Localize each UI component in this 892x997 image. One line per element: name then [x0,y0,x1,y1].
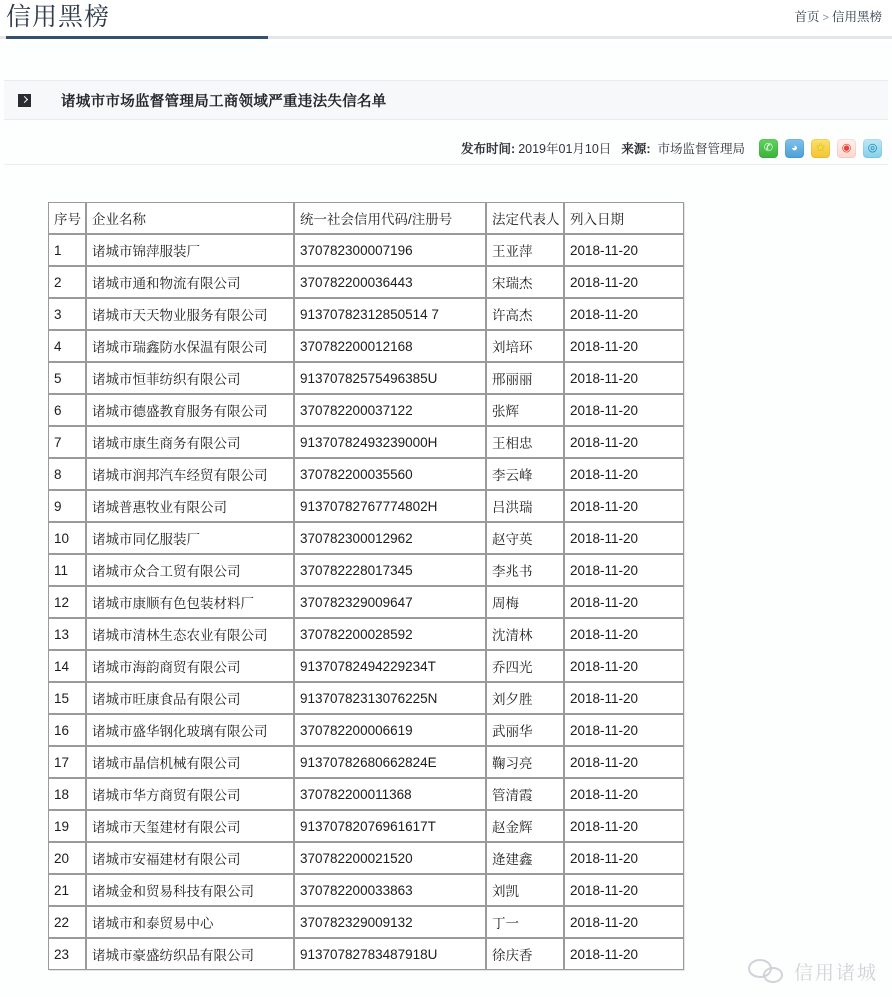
article-title: 诸城市市场监督管理局工商领域严重违法失信名单 [61,93,387,110]
cell-index: 12 [48,586,86,618]
qzone-share-icon[interactable] [811,139,830,158]
cell-credit-code: 370782300007196 [294,234,486,266]
cell-index: 7 [48,426,86,458]
cell-legal-rep: 李兆书 [486,554,564,586]
qzone-share-icon-glyph: ★ [815,141,826,154]
cell-index: 18 [48,778,86,810]
cell-company-name: 诸城市恒菲纺织有限公司 [86,362,294,394]
article-meta-bar [4,132,888,164]
cell-legal-rep: 徐庆香 [486,938,564,970]
blacklist-table-wrapper [48,202,684,970]
table-row [48,522,684,554]
cell-index: 14 [48,650,86,682]
breadcrumb-home-link[interactable]: 首页 [794,10,820,24]
cell-listed-date: 2018-11-20 [564,362,684,394]
cell-credit-code: 370782200006619 [294,714,486,746]
publish-time-value: 2019年01月10日 [518,142,612,156]
table-row [48,842,684,874]
cell-credit-code: 370782200011368 [294,778,486,810]
cell-listed-date: 2018-11-20 [564,426,684,458]
table-row [48,650,684,682]
cell-listed-date: 2018-11-20 [564,522,684,554]
cell-legal-rep: 沈清林 [486,618,564,650]
cell-legal-rep: 邢丽丽 [486,362,564,394]
table-row [48,330,684,362]
cell-credit-code: 370782329009132 [294,906,486,938]
cell-company-name: 诸城市瑞鑫防水保温有限公司 [86,330,294,362]
cell-listed-date: 2018-11-20 [564,554,684,586]
cell-credit-code: 370782228017345 [294,554,486,586]
cell-legal-rep: 赵金辉 [486,810,564,842]
cell-company-name: 诸城市旺康食品有限公司 [86,682,294,714]
table-row [48,938,684,970]
cell-index: 13 [48,618,86,650]
table-row [48,458,684,490]
cell-credit-code: 370782200028592 [294,618,486,650]
column-header-credit-code: 统一社会信用代码/注册号 [294,202,486,234]
table-row [48,778,684,810]
cell-index: 19 [48,810,86,842]
weibo-share-icon-glyph: ◉ [841,141,852,154]
weibo-share-icon[interactable] [837,139,856,158]
column-header-legal-rep: 法定代表人 [486,202,564,234]
cell-legal-rep: 逄建鑫 [486,842,564,874]
wechat-share-icon[interactable] [759,139,778,158]
cell-index: 10 [48,522,86,554]
cell-listed-date: 2018-11-20 [564,298,684,330]
cell-credit-code: 370782200033863 [294,874,486,906]
cell-company-name: 诸城市晶信机械有限公司 [86,746,294,778]
cell-legal-rep: 鞠习亮 [486,746,564,778]
breadcrumb-current-link[interactable]: 信用黑榜 [831,10,882,24]
table-row [48,586,684,618]
cell-company-name: 诸城普惠牧业有限公司 [86,490,294,522]
cell-company-name: 诸城市德盛教育服务有限公司 [86,394,294,426]
qq-share-icon-glyph: ◕ [791,141,798,154]
breadcrumb [795,8,882,27]
table-header-row [48,202,684,234]
cell-listed-date: 2018-11-20 [564,330,684,362]
source-label: 来源: [621,142,651,156]
cell-credit-code: 91370782767774802H [294,490,486,522]
cell-listed-date: 2018-11-20 [564,458,684,490]
cell-credit-code: 91370782493239000H [294,426,486,458]
cell-credit-code: 91370782783487918U [294,938,486,970]
cell-legal-rep: 王亚萍 [486,234,564,266]
table-row [48,906,684,938]
table-row [48,234,684,266]
publish-time-label: 发布时间: [461,142,516,156]
watermark-text: 信用诸城 [793,962,878,984]
table-row [48,426,684,458]
cell-legal-rep: 周梅 [486,586,564,618]
cell-company-name: 诸城市豪盛纺织品有限公司 [86,938,294,970]
column-header-listed-date: 列入日期 [564,202,684,234]
column-header-index: 序号 [48,202,86,234]
cell-legal-rep: 吕洪瑞 [486,490,564,522]
cell-legal-rep: 丁一 [486,906,564,938]
cell-legal-rep: 张辉 [486,394,564,426]
cell-credit-code: 370782200035560 [294,458,486,490]
cell-index: 21 [48,874,86,906]
cell-index: 15 [48,682,86,714]
cell-credit-code: 370782329009647 [294,586,486,618]
table-row [48,618,684,650]
cell-legal-rep: 乔四光 [486,650,564,682]
cell-company-name: 诸城市天天物业服务有限公司 [86,298,294,330]
cell-legal-rep: 武丽华 [486,714,564,746]
cell-company-name: 诸城市康生商务有限公司 [86,426,294,458]
cell-company-name: 诸城市润邦汽车经贸有限公司 [86,458,294,490]
cell-company-name: 诸城市华方商贸有限公司 [86,778,294,810]
cell-credit-code: 91370782575496385U [294,362,486,394]
cell-credit-code: 91370782076961617T [294,810,486,842]
page-header [0,0,892,42]
cell-listed-date: 2018-11-20 [564,234,684,266]
table-row [48,394,684,426]
cell-company-name: 诸城市清林生态农业有限公司 [86,618,294,650]
cell-company-name: 诸城市海韵商贸有限公司 [86,650,294,682]
header-underline [0,36,892,39]
table-row [48,746,684,778]
cell-credit-code: 370782200012168 [294,330,486,362]
column-header-company-name: 企业名称 [86,202,294,234]
table-row [48,554,684,586]
cell-company-name: 诸城市通和物流有限公司 [86,266,294,298]
meta-divider [4,164,888,165]
cell-company-name: 诸城市安福建材有限公司 [86,842,294,874]
chevron-right-icon [18,94,31,107]
table-row [48,810,684,842]
cell-index: 11 [48,554,86,586]
table-row [48,874,684,906]
cell-index: 4 [48,330,86,362]
cell-listed-date: 2018-11-20 [564,650,684,682]
cell-credit-code: 370782200021520 [294,842,486,874]
cell-listed-date: 2018-11-20 [564,618,684,650]
table-header [48,202,684,234]
cell-listed-date: 2018-11-20 [564,874,684,906]
cell-index: 1 [48,234,86,266]
cell-listed-date: 2018-11-20 [564,586,684,618]
cell-company-name: 诸城金和贸易科技有限公司 [86,874,294,906]
table-row [48,362,684,394]
cell-legal-rep: 刘夕胜 [486,682,564,714]
cell-credit-code: 370782200036443 [294,266,486,298]
cell-index: 5 [48,362,86,394]
cell-listed-date: 2018-11-20 [564,938,684,970]
more-share-icon[interactable] [863,139,882,158]
cell-index: 2 [48,266,86,298]
cell-index: 6 [48,394,86,426]
cell-index: 23 [48,938,86,970]
cell-listed-date: 2018-11-20 [564,906,684,938]
cell-credit-code: 370782300012962 [294,522,486,554]
cell-company-name: 诸城市和泰贸易中心 [86,906,294,938]
cell-credit-code: 91370782494229234T [294,650,486,682]
cell-legal-rep: 刘凯 [486,874,564,906]
cell-index: 17 [48,746,86,778]
cell-legal-rep: 赵守英 [486,522,564,554]
cell-legal-rep: 管清霞 [486,778,564,810]
wechat-share-icon-glyph: ✆ [763,141,774,154]
qq-share-icon[interactable] [785,139,804,158]
cell-legal-rep: 李云峰 [486,458,564,490]
cell-listed-date: 2018-11-20 [564,746,684,778]
cell-listed-date: 2018-11-20 [564,490,684,522]
cell-company-name: 诸城市天玺建材有限公司 [86,810,294,842]
table-row [48,490,684,522]
cell-credit-code: 91370782680662824E [294,746,486,778]
cell-legal-rep: 王相忠 [486,426,564,458]
more-share-icon-glyph: ◎ [867,141,878,154]
cell-legal-rep: 宋瑞杰 [486,266,564,298]
source-value: 市场监督管理局 [657,142,745,156]
cell-index: 3 [48,298,86,330]
cell-credit-code: 91370782313076225N [294,682,486,714]
cell-company-name: 诸城市康顺有色包装材料厂 [86,586,294,618]
table-row [48,714,684,746]
blacklist-table [48,202,684,970]
cell-index: 22 [48,906,86,938]
cell-company-name: 诸城市锦萍服装厂 [86,234,294,266]
cell-listed-date: 2018-11-20 [564,682,684,714]
table-body [48,234,684,970]
cell-company-name: 诸城市盛华钢化玻璃有限公司 [86,714,294,746]
cell-legal-rep: 刘培环 [486,330,564,362]
cell-listed-date: 2018-11-20 [564,266,684,298]
cell-index: 8 [48,458,86,490]
cell-company-name: 诸城市众合工贸有限公司 [86,554,294,586]
article-container [0,42,892,997]
cell-index: 20 [48,842,86,874]
table-row [48,298,684,330]
header-underline-active-segment [6,36,268,39]
cell-credit-code: 370782200037122 [294,394,486,426]
cell-listed-date: 2018-11-20 [564,778,684,810]
cell-legal-rep: 许高杰 [486,298,564,330]
breadcrumb-separator: > [822,12,829,24]
cell-credit-code: 91370782312850514 7 [294,298,486,330]
article-title-bar [4,80,888,120]
cell-listed-date: 2018-11-20 [564,842,684,874]
cell-listed-date: 2018-11-20 [564,394,684,426]
cell-listed-date: 2018-11-20 [564,810,684,842]
cell-company-name: 诸城市同亿服装厂 [86,522,294,554]
share-icon-group [759,139,888,158]
cell-listed-date: 2018-11-20 [564,714,684,746]
page-title: 信用黑榜 [6,3,111,31]
table-row [48,266,684,298]
table-row [48,682,684,714]
cell-index: 9 [48,490,86,522]
cell-index: 16 [48,714,86,746]
